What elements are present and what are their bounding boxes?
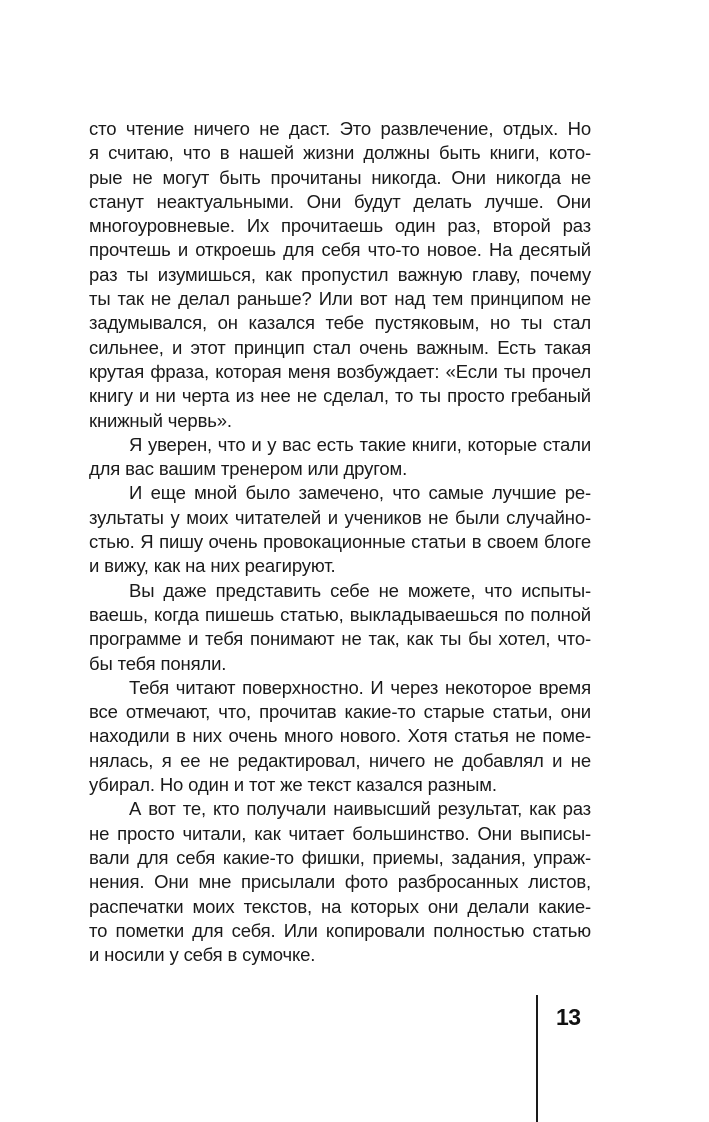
text-line: задумывался, он казался тебе пустяковым, но ты стал	[89, 312, 591, 334]
text-line: все отмечают, что, прочитав какие-то старые статьи, они	[89, 701, 591, 723]
text-line: и носили у себя в сумочке.	[89, 944, 316, 966]
text-line: я считаю, что в нашей жизни должны быть книги, кото-	[89, 142, 591, 164]
text-line: для вас вашим тренером или другом.	[89, 458, 408, 480]
text-line: сильнее, и этот принцип стал очень важным. Есть такая	[89, 336, 591, 358]
text-line: Вы даже представить себе не можете, что испыты-	[129, 579, 591, 601]
text-line: рые не могут быть прочитаны никогда. Они никогда не	[89, 166, 591, 188]
text-line: крутая фраза, которая меня возбуждает: «Если ты прочел	[89, 360, 591, 382]
text-line: Я уверен, что и у вас есть такие книги, которые стали	[129, 433, 591, 455]
page-number-divider	[536, 995, 538, 1122]
text-line: нялась, я ее не редактировал, ничего не добавлял и не	[89, 749, 591, 771]
text-line: сто чтение ничего не даст. Это развлечение, отдых. Но	[89, 118, 591, 139]
text-line: А вот те, кто получали наивысший результат, как раз	[129, 798, 591, 820]
text-line: распечатки моих текстов, на которых они делали какие-	[89, 895, 591, 917]
text-line: раз ты изумишься, как пропустил важную главу, почему	[89, 263, 591, 285]
text-line: И еще мной было замечено, что самые лучшие ре-	[129, 482, 591, 504]
text-line: ваешь, когда пишешь статью, выкладываешься по полной	[89, 603, 591, 625]
text-line: не просто читали, как читает большинство. Они выписы-	[89, 822, 591, 844]
text-line: и вижу, как на них реагируют.	[89, 555, 336, 577]
text-line: Тебя читают поверхностно. И через некоторое время	[129, 676, 591, 698]
text-line: бы тебя поняли.	[89, 652, 227, 674]
text-line: многоуровневые. Их прочитаешь один раз, второй раз	[89, 215, 591, 237]
page-number: 13	[556, 1004, 581, 1030]
text-line: нения. Они мне присылали фото разбросанных листов,	[89, 871, 591, 893]
text-line: убирал. Но один и тот же текст казался разным.	[89, 774, 497, 796]
text-line: прочтешь и откроешь для себя что-то новое. На десятый	[89, 239, 591, 261]
text-line: программе и тебя понимают не так, как ты бы хотел, что-	[89, 628, 591, 650]
text-line: вали для себя какие-то фишки, приемы, задания, упраж-	[89, 846, 591, 868]
text-line: станут неактуальными. Они будут делать лучше. Они	[89, 190, 591, 212]
text-line: ты так не делал раньше? Или вот над тем принципом не	[89, 288, 591, 310]
text-line: книгу и ни черта из нее не сделал, то ты просто гребаный	[89, 385, 591, 407]
text-line: то пометки для себя. Или копировали полностью статью	[89, 919, 591, 941]
text-line: книжный червь».	[89, 409, 232, 431]
text-line: находили в них очень много нового. Хотя статья не поме-	[89, 725, 591, 747]
body-text	[89, 117, 591, 967]
text-line: зультаты у моих читателей и учеников не были случайно-	[89, 506, 591, 528]
text-line: стью. Я пишу очень провокационные статьи в своем блоге	[89, 531, 591, 553]
